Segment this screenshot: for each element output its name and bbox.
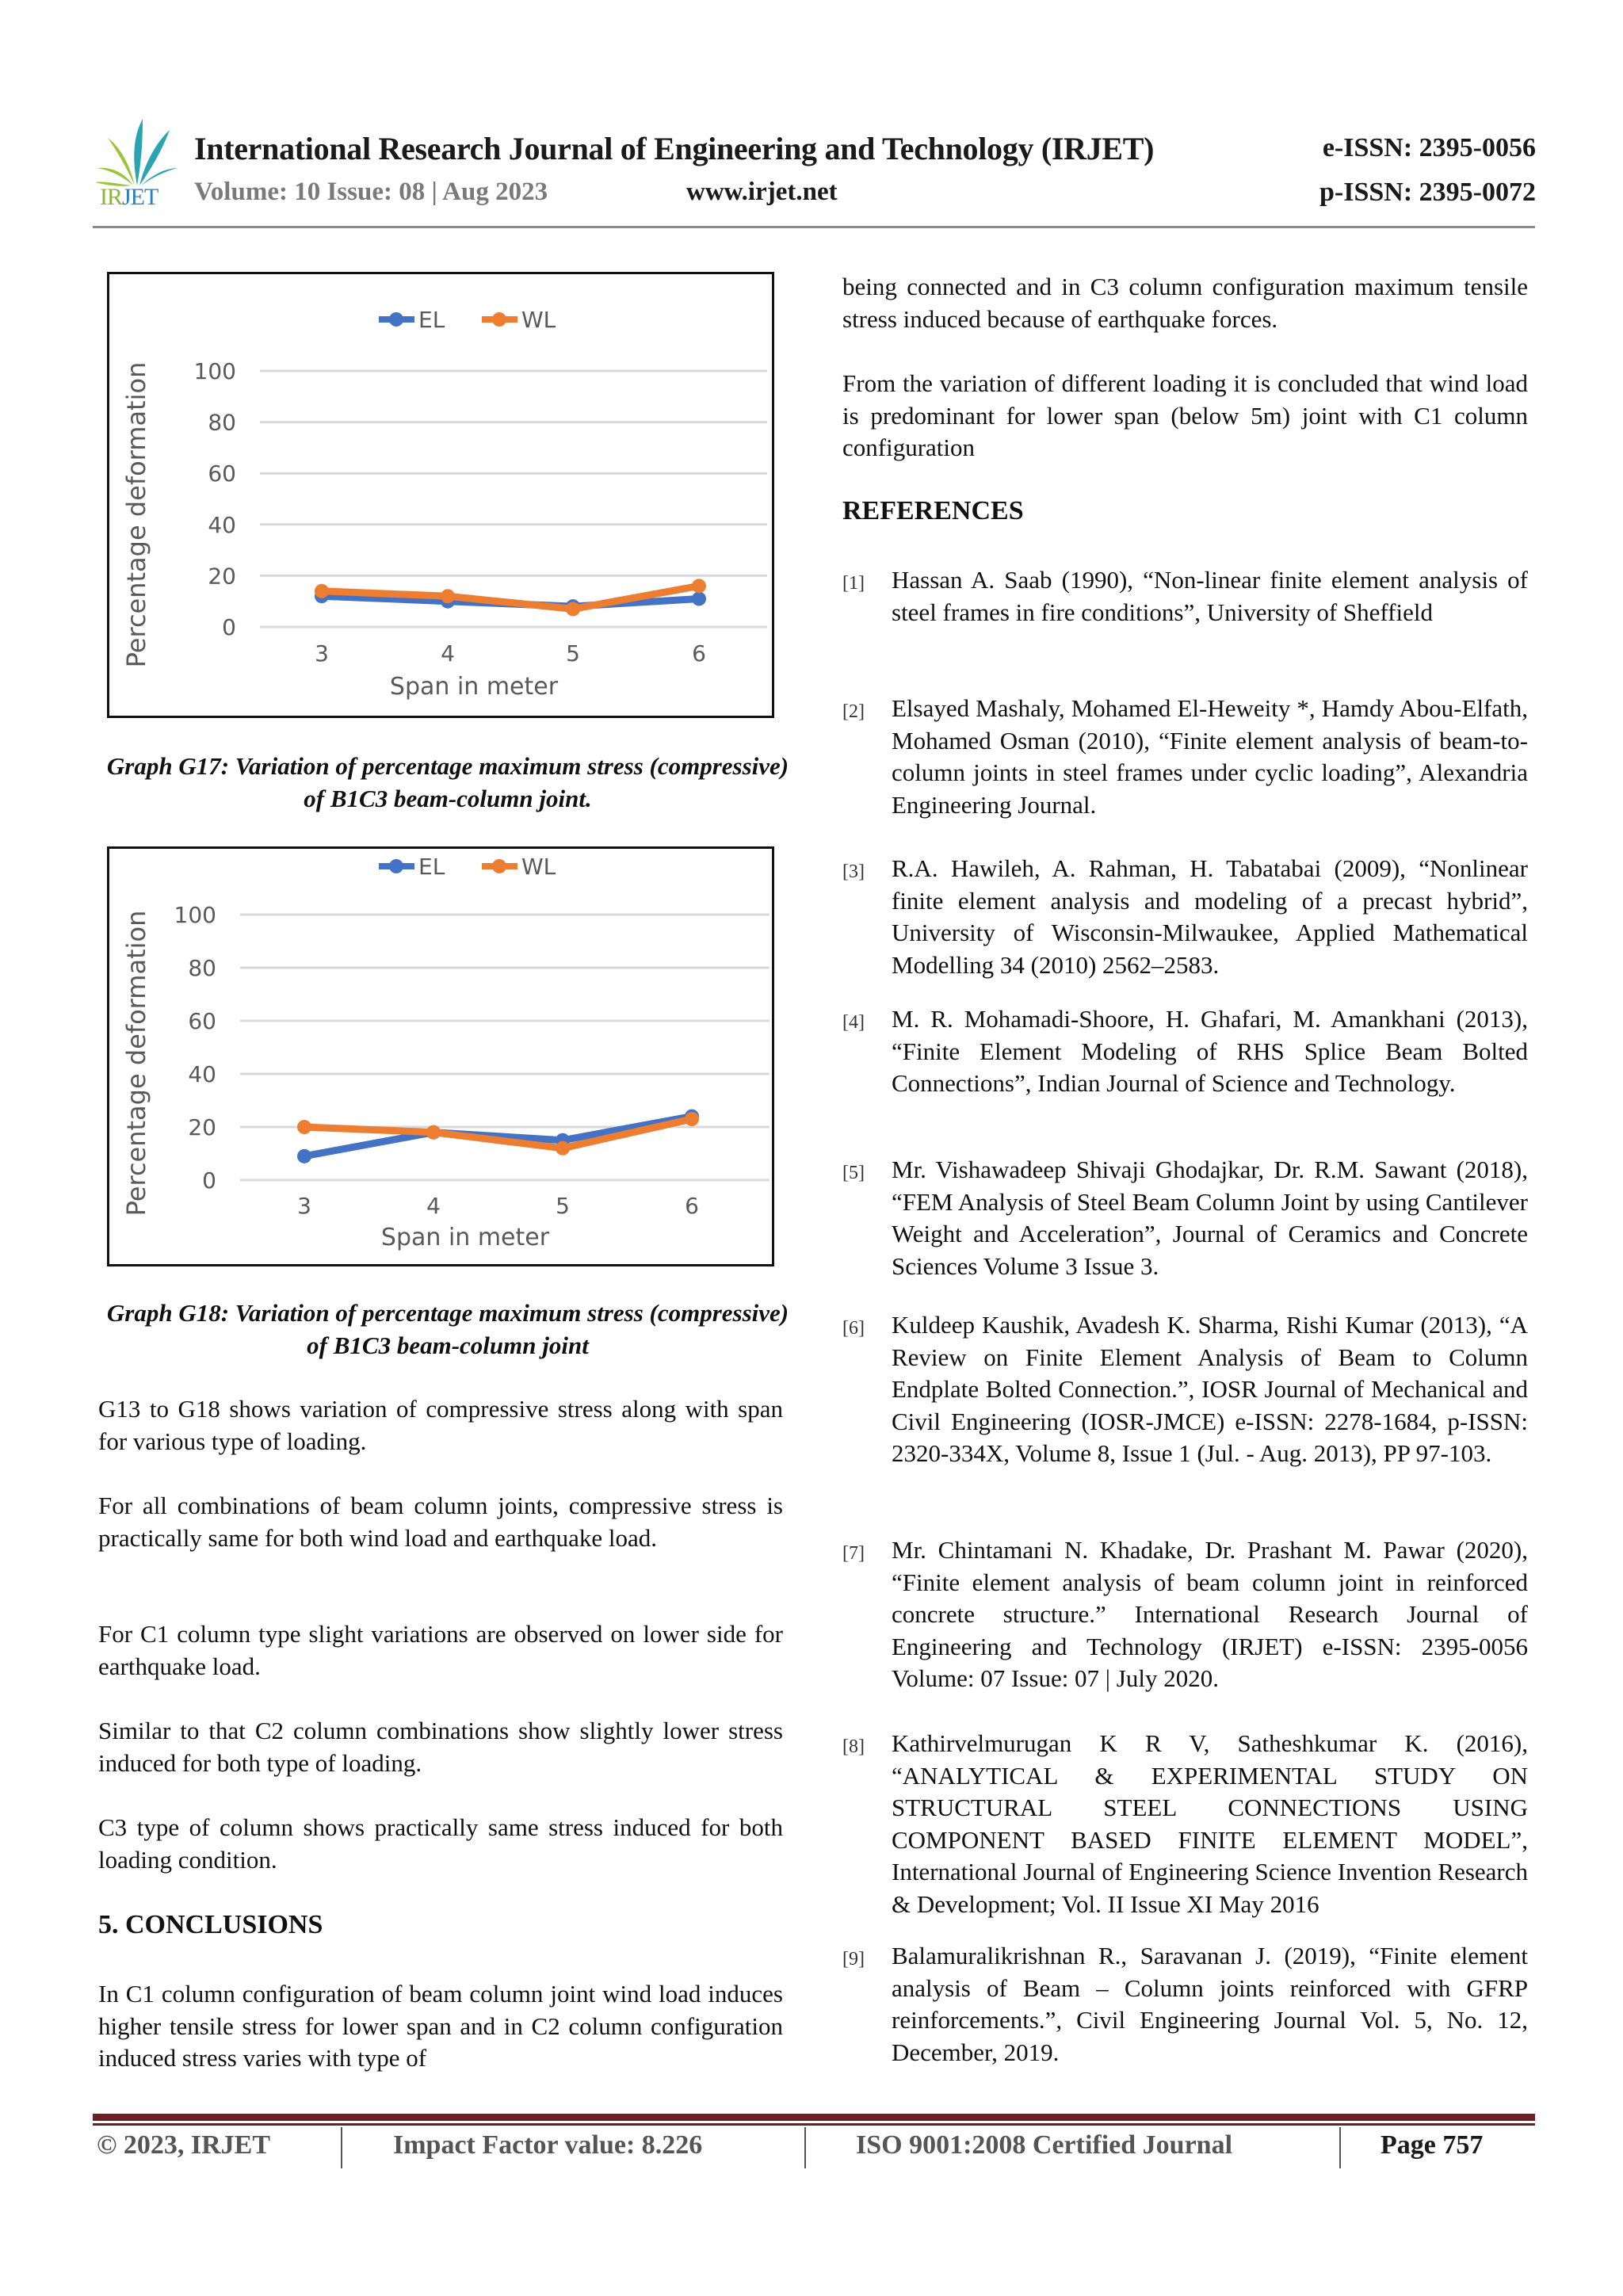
paragraph: For C1 column type slight variations are observed on lower side for earthquake load. <box>98 1620 783 1680</box>
conclusions-paragraph: In C1 column configuration of beam column joint wind load induces higher tensile stress for lower span and in C2 column configuration induced stress varies with type of <box>98 1980 783 2072</box>
reference-text: Hassan A. Saab (1990), “Non-linear finite element analysis of steel frames in fire conditions”, University of Sheffield <box>892 566 1528 626</box>
y-tick-label: 0 <box>202 1167 216 1194</box>
reference-number: [8] <box>842 1736 865 1757</box>
reference-number: [1] <box>842 573 865 594</box>
x-tick-label: 4 <box>426 1193 441 1219</box>
data-point-marker <box>441 589 455 603</box>
chart-g17 <box>107 272 774 718</box>
footer-separator <box>804 2127 806 2168</box>
y-tick-label: 100 <box>174 902 216 928</box>
y-tick-label: 40 <box>188 1061 216 1087</box>
x-axis-label: Span in meter <box>380 1224 550 1251</box>
paragraph: C3 type of column shows practically same stress induced for both loading condition. <box>98 1813 783 1874</box>
x-tick-label: 4 <box>441 640 455 667</box>
caption-g18: Graph G18: Variation of percentage maximum stress (compressive) of B1C3 beam-column joint <box>106 1299 789 1359</box>
y-axis-label: Percentage deformation <box>121 910 151 1217</box>
reference-number: [4] <box>842 1012 865 1033</box>
e-issn: e-ISSN: 2395-0056 <box>1322 133 1536 162</box>
legend-item-wl <box>482 307 556 333</box>
y-tick-label: 80 <box>188 955 216 981</box>
svg-text:EL: EL <box>418 854 445 880</box>
data-point-marker <box>297 1120 311 1134</box>
data-point-marker <box>297 1149 311 1163</box>
footer-separator <box>341 2127 342 2168</box>
data-point-marker <box>692 579 706 593</box>
logo-ir: IR <box>100 184 122 210</box>
x-tick-label: 3 <box>315 640 329 667</box>
reference-text: Mr. Chintamani N. Khadake, Dr. Prashant M. Pawar (2020), “Finite element analysis of beam column joint in reinforced concrete structure.” International Research Journal of Engineering and Technology (IRJET) e-ISSN: 2395-0056 Volume: 07 Issue: 07 | July 2020. <box>892 1536 1528 1692</box>
x-tick-label: 5 <box>556 1193 570 1219</box>
p-issn: p-ISSN: 2395-0072 <box>1319 178 1536 207</box>
reference-item <box>842 1940 1528 2069</box>
legend-item-wl <box>482 854 556 880</box>
data-point-marker <box>685 1112 699 1126</box>
volume-issue: Volume: 10 Issue: 08 | Aug 2023 <box>194 178 548 206</box>
conclusions-heading: 5. CONCLUSIONS <box>98 1910 323 1939</box>
data-point-marker <box>692 591 706 606</box>
reference-number: [5] <box>842 1163 865 1183</box>
reference-item <box>842 1309 1528 1470</box>
x-tick-label: 3 <box>297 1193 311 1219</box>
reference-item <box>842 564 1528 628</box>
journal-title: International Research Journal of Engineering and Technology (IRJET) <box>194 131 1155 166</box>
reference-number: [2] <box>842 701 865 722</box>
paragraph: For all combinations of beam column joints, compressive stress is practically same for both wind load and earthquake load. <box>98 1492 783 1552</box>
y-axis-label: Percentage deformation <box>121 361 151 668</box>
references-heading: REFERENCES <box>842 496 1024 525</box>
y-tick-label: 80 <box>208 409 236 436</box>
paragraph: Similar to that C2 column combinations show slightly lower stress induced for both type of loading. <box>98 1717 783 1777</box>
paragraph: being connected and in C3 column configuration maximum tensile stress induced because of earthquake forces. <box>842 273 1528 333</box>
svg-text:WL: WL <box>521 307 556 333</box>
y-tick-label: 20 <box>208 563 236 590</box>
reference-number: [6] <box>842 1318 865 1339</box>
series-line-el <box>304 1117 692 1156</box>
y-tick-label: 20 <box>188 1114 216 1140</box>
svg-text:EL: EL <box>418 307 445 333</box>
chart-g18 <box>107 846 774 1266</box>
x-tick-label: 6 <box>692 640 706 667</box>
reference-text: Elsayed Mashaly, Mohamed El-Heweity *, Hamdy Abou-Elfath, Mohamed Osman (2010), “Finite element analysis of beam-to-column joints in steel frames under cyclic loading”, Alexandria Engineering Journal. <box>892 694 1528 819</box>
reference-number: [9] <box>842 1949 865 1969</box>
data-point-marker <box>556 1141 570 1156</box>
legend-item-el <box>379 854 445 880</box>
footer-iso: ISO 9001:2008 Certified Journal <box>856 2130 1233 2160</box>
x-axis-label: Span in meter <box>389 673 559 701</box>
y-tick-label: 60 <box>188 1008 216 1034</box>
header-divider <box>93 226 1535 228</box>
reference-item <box>842 1728 1528 1920</box>
journal-website-link[interactable]: www.irjet.net <box>686 178 838 206</box>
svg-text:WL: WL <box>521 854 556 880</box>
reference-text: Kuldeep Kaushik, Avadesh K. Sharma, Rishi Kumar (2013), “A Review on Finite Element Analysis of Beam to Column Endplate Bolted Connection.”, IOSR Journal of Mechanical and Civil Engineering (IOSR-JMCE) e-ISSN: 2278-1684, p-ISSN: 2320-334X, Volume 8, Issue 1 (Jul. - Aug. 2013), PP 97-103. <box>892 1311 1528 1467</box>
paragraph: From the variation of different loading it is concluded that wind load is predominant for lower span (below 5m) joint with C1 column configuration <box>842 369 1528 461</box>
reference-text: M. R. Mohamadi-Shoore, H. Ghafari, M. Amankhani (2013), “Finite Element Modeling of RHS Splice Beam Bolted Connections”, Indian Journal of Science and Technology. <box>892 1005 1528 1097</box>
y-tick-label: 40 <box>208 511 236 538</box>
line-chart-svg <box>109 274 772 716</box>
reference-number: [7] <box>842 1543 865 1564</box>
reference-item <box>842 1003 1528 1100</box>
leaf-logo-icon <box>94 116 181 187</box>
reference-item <box>842 853 1528 981</box>
data-point-marker <box>566 602 580 616</box>
reference-text: R.A. Hawileh, A. Rahman, H. Tabatabai (2009), “Nonlinear finite element analysis and modeling of a precast hybrid”, University of Wisconsin-Milwaukee, Applied Mathematical Modelling 34 (2010) 2562–2583. <box>892 854 1528 979</box>
reference-item <box>842 693 1528 821</box>
y-tick-label: 0 <box>222 614 236 640</box>
logo-jet: JET <box>122 184 158 210</box>
footer-copyright: © 2023, IRJET <box>97 2130 271 2160</box>
reference-item <box>842 1154 1528 1282</box>
y-tick-label: 60 <box>208 460 236 487</box>
footer-impact-factor: Impact Factor value: 8.226 <box>393 2130 703 2160</box>
reference-item <box>842 1534 1528 1695</box>
reference-number: [3] <box>842 861 865 882</box>
reference-text: Kathirvelmurugan K R V, Satheshkumar K. (2016), “ANALYTICAL & EXPERIMENTAL STUDY ON STRUCTURAL STEEL CONNECTIONS USING COMPONENT BASED FINITE ELEMENT MODEL”, International Journal of Engineering Science Invention Research & Development; Vol. II Issue XI May 2016 <box>892 1729 1528 1918</box>
data-point-marker <box>426 1125 441 1140</box>
irjet-logo <box>94 116 181 211</box>
paragraph: G13 to G18 shows variation of compressive stress along with span for various type of loading. <box>98 1395 783 1455</box>
reference-text: Mr. Vishawadeep Shivaji Ghodajkar, Dr. R.M. Sawant (2018), “FEM Analysis of Steel Beam Column Joint by using Cantilever Weight and Acceleration”, Journal of Ceramics and Concrete Sciences Volume 3 Issue 3. <box>892 1156 1528 1280</box>
footer-rule-thin <box>93 2123 1535 2126</box>
caption-g17: Graph G17: Variation of percentage maximum stress (compressive) of B1C3 beam-column joint. <box>106 752 789 812</box>
reference-text: Balamuralikrishnan R., Saravanan J. (2019), “Finite element analysis of Beam – Column joints reinforced with GFRP reinforcements.”, Civil Engineering Journal Vol. 5, No. 12, December, 2019. <box>892 1942 1528 2066</box>
footer-rule <box>93 2114 1535 2121</box>
y-tick-label: 100 <box>193 358 236 384</box>
legend-item-el <box>379 307 445 333</box>
data-point-marker <box>315 584 329 598</box>
x-tick-label: 6 <box>685 1193 699 1219</box>
footer-separator <box>1339 2127 1341 2168</box>
x-tick-label: 5 <box>566 640 580 667</box>
line-chart-svg <box>109 849 772 1264</box>
page-number: Page 757 <box>1381 2130 1484 2160</box>
